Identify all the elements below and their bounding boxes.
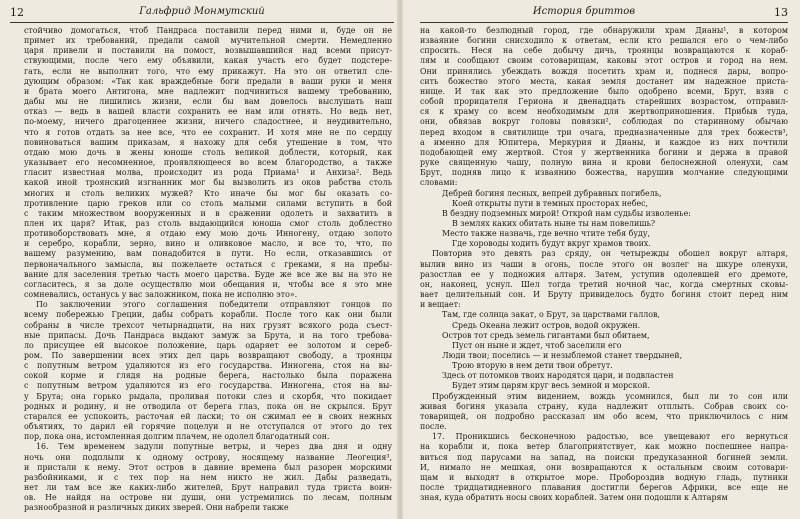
text-line: собой прорицателя Гериона и двенадцать старейших возрастом, отправил- bbox=[420, 97, 788, 107]
text-line: после. bbox=[420, 422, 447, 432]
text-line: вашему разумению, вам понадобится в пути. Но если, отказавшись от bbox=[24, 249, 392, 259]
text-line: родных и родину, и не отводила от берега глаз, пока он не скрылся. Брут bbox=[24, 401, 392, 411]
text-line: вание для заселения третью часть моего царства. Буде же все же вы на это не bbox=[24, 269, 392, 279]
text-line: руке священную чашу, полную вина и крови белоснежной оленухи, сам bbox=[420, 158, 788, 168]
text-line: ные припасы. Дочь Пандраса выдают замуж за Брута, и на того требова- bbox=[24, 330, 392, 340]
right-page-text bbox=[420, 26, 788, 517]
left-page-header bbox=[10, 6, 394, 20]
verse-line: Дебрей богиня лесных, вепрей дубравных погибель, bbox=[442, 188, 662, 198]
text-line: нище. И так как это предложение было одобрено всеми, Брут, взяв с bbox=[420, 86, 788, 96]
text-line: на корабли и, пока ветер благоприятствует, как можно поспешнее напра- bbox=[420, 442, 788, 452]
text-line: сокой корме и глядя на родные берега, настолько была поражена bbox=[24, 371, 392, 381]
verse-line: Средь Океана лежит остров, водой окружен. bbox=[452, 320, 641, 330]
text-line: 17. Проникшись бесконечною радостью, все увещевают его вернуться bbox=[432, 432, 788, 442]
text-line: с попутным ветром удаляются из его государства. Инногена, стоя на вы- bbox=[24, 381, 392, 391]
text-line: нет ли там все же каких-либо жителей, Брут направил туда триста воин- bbox=[24, 483, 392, 493]
verse-line: Пуст он ныне и ждет, чтоб заселили его bbox=[452, 340, 622, 350]
text-line: на какой-то безлюдный город, где обнаружили храм Дианы¹, в котором bbox=[420, 26, 788, 35]
right-page-header bbox=[420, 6, 788, 20]
text-line: объятиях, то дарил ей горячие поцелуи и не отступался от этого до тех bbox=[24, 422, 392, 432]
text-line: повиноваться вашим приказам, я нахожу для себя утешение в том, что bbox=[24, 137, 392, 147]
text-line: и вещает: bbox=[420, 300, 461, 310]
text-line: И, нимало не мешкая, они возвращаются к остальным своим сотовари- bbox=[420, 462, 788, 472]
text-line: отказ — ведь в вашей власти сохранить ее нам или отнять. Но ведь нет, bbox=[24, 107, 392, 117]
left-running-head: Гальфрид Монмутский bbox=[139, 6, 265, 17]
text-line: товарищей, он подробно рассказал им обо всем, что приключилось с ним bbox=[420, 411, 788, 421]
text-line: виться под парусами на запад, на поиски предуказанной богиней земли. bbox=[420, 452, 788, 462]
text-line: противление царю греков или со столь малыми силами вступить в бой bbox=[24, 198, 392, 208]
text-line: 16. Тем временем задули попутные ветры, и через два дня и одну bbox=[36, 442, 392, 452]
verse-line: Будет этим царям круг весь земной и морской. bbox=[452, 381, 651, 391]
text-line: Они принялись убеждать вождя посетить храм и, поднеся дары, вопро- bbox=[420, 66, 788, 76]
text-line: царя привели и поставили на помост, возвышавшийся над всеми присут- bbox=[24, 46, 392, 56]
text-line: с попутным ветром удаляются из его государства. Инногена, стоя на вы- bbox=[24, 361, 392, 371]
text-line: ся к храму со всем необходимым для жертвоприношения. Прибыв туда, bbox=[420, 107, 788, 117]
text-line: дующим образом: «Так как враждебные боги предали в ваши руки и меня bbox=[24, 76, 392, 86]
text-line: гать, если не выполнит того, что ему прикажут. На это он ответил сле- bbox=[24, 66, 392, 76]
left-page-number: 12 bbox=[10, 6, 24, 19]
text-line: перед входом в святилище три очага, предназначенные для трех божеств³, bbox=[420, 127, 788, 137]
text-line: спросить. Неся на себе добычу дичь, троянцы возвращаются к кораб- bbox=[420, 46, 788, 56]
text-line: щам и выходят в открытое море. Пробороздив водную гладь, путники bbox=[420, 472, 788, 482]
text-line: живая богиня указала страну, куда надлежит отплыть. Собрав своих со- bbox=[420, 401, 788, 411]
text-line: Брут, подняв лицо к изваянию божества, нарушив молчание следующими bbox=[420, 168, 788, 178]
text-line: ром. По завершении всех этих дел царь возвращают свободу, а троянцы bbox=[24, 351, 392, 360]
verse-line: Там, где солнца закат, о Брут, за царствами галлов, bbox=[442, 310, 660, 320]
text-line: плен их царя? Итак, раз столь выдающийся юноша смог столь доблестно bbox=[24, 218, 392, 228]
left-page bbox=[0, 0, 398, 519]
verse-line: Остров тот средь земель гигантами был обитаем, bbox=[442, 330, 650, 340]
text-line: всему побережью Греции, дабы собрать корабли. После того как они были bbox=[24, 310, 392, 320]
text-line: вылив вино из чаши в огонь, после этого он возлег на шкуре оленухи, bbox=[420, 259, 788, 269]
verse-line: Где хороводы ходить будут вкруг храмов твоих. bbox=[452, 239, 651, 249]
text-line: у Брута; она горько рыдала, проливая потоки слез и скорбя, что покидает bbox=[24, 391, 392, 401]
text-line: и серебро, корабли, зерно, вино и оливковое масло, и все то, что, по bbox=[24, 239, 392, 249]
right-page-number: 13 bbox=[774, 6, 788, 19]
verse-line: В землях каких обитать ныне ты нам повелишь? bbox=[452, 218, 656, 228]
right-running-head: История бриттов bbox=[532, 6, 636, 17]
text-line: отдаю мою дочь в жены юноше столь великой доблести, который, как bbox=[24, 147, 392, 157]
text-line: он, наконец, уснул. Шел тогда третий ночной час, когда смертных сковы- bbox=[420, 279, 788, 289]
left-page-text bbox=[24, 26, 392, 517]
text-line: после тридцатидневного плавания достигли берегов Африки, все еще не bbox=[420, 483, 788, 493]
verse-line: Коей открыты пути в темных просторах небес, bbox=[452, 198, 649, 208]
verse-line: В бездну подземных мирой! Открой нам судьбы изволенье: bbox=[442, 208, 691, 218]
text-line: они, обвязав вокруг головы повязки², соблюдая по старинному обычаю bbox=[420, 117, 788, 127]
text-line: собраны в числе трехсот четырнадцати, на них грузят всякого рода съест- bbox=[24, 320, 392, 330]
text-line: ночь они подплыли к одному острову, носящему название Леогеция³, bbox=[24, 452, 392, 462]
text-line: пор, пока она, истомленная долгим плачем, не одолел благодатный сон. bbox=[24, 432, 330, 442]
text-line: старался ее успокоить, расточая ей ласки; то он сжимал ее в своих нежных bbox=[24, 411, 392, 421]
text-line: указывает его несомненное, проявляющееся во всем благородство, а также bbox=[24, 158, 392, 168]
text-line: разнообразной и различных диких зверей. Они набрели также bbox=[24, 503, 289, 513]
text-line: согласитесь, я за доле осуществлю мои обещания и, чтобы все я это мне bbox=[24, 279, 392, 289]
text-line: Пробужденный этим видением, вождь усомнился, был ли то сон или bbox=[432, 391, 788, 401]
left-header-rule bbox=[10, 22, 394, 23]
right-page bbox=[402, 0, 800, 519]
right-header-rule bbox=[420, 22, 788, 23]
text-line: по-моему, ничего драгоценнее жизни, ничего сладостнее, и неудивительно, bbox=[24, 117, 392, 127]
text-line: ов. Не найдя на острове ни души, они устремились по лесам, полным bbox=[24, 493, 392, 503]
verse-line: Трою вторую в нем дети твои обретут. bbox=[452, 361, 613, 371]
text-line: дабы мы не лишились жизни, если бы вам довелось выслушать наш bbox=[24, 97, 392, 107]
verse-line: Место также назначь, где вечно чтите тебя буду, bbox=[442, 229, 651, 239]
text-line: примет их требований, предали самой мучительной смерти. Немедленно bbox=[24, 36, 392, 46]
text-line: а именно для Юпитера, Меркурия и Дианы, и каждое из них почтили bbox=[420, 137, 788, 147]
text-line: противоборствовать мне, я отдаю ему мою дочь Инногену, отдаю золото bbox=[24, 229, 392, 239]
text-line: ло присущее ей высокое положение, царь одаряет ее золотом и сереб- bbox=[24, 340, 392, 350]
text-line: вает целительный сон. И Бруту привиделось будто богиня стоит перед ним bbox=[420, 290, 788, 300]
text-line: с таким множеством вооруженных и в сражении одолеть и захватить в bbox=[24, 208, 392, 218]
text-line: лям и сообщают своим сотоварищам, каковы этот остров и город на нем. bbox=[420, 56, 788, 66]
text-line: сомневались, останусь у вас заложником, пока не исполню это». bbox=[24, 290, 298, 300]
text-line: что я готов отдать за нее все, что ее сохранит. И хотя мне не по сердцу bbox=[24, 127, 392, 137]
text-line: По заключении этого соглашения победители отправляют гонцов по bbox=[36, 300, 392, 310]
text-line: зная, куда обратить носы своих кораблей. Затем они подошли к Алтарям bbox=[420, 493, 728, 503]
text-line: первоначального замысла, вы пожелаете остаться с греками, я на пребы- bbox=[24, 259, 392, 269]
text-line: изваяние богини снисходило к ответам, если кто решался его о чем-либо bbox=[420, 36, 788, 46]
verse-line: Люди твои; поселись — и незыблемой станет твердыней, bbox=[442, 351, 683, 360]
text-line: сить божество этого места, какая земля достанет им надежное приста- bbox=[420, 76, 788, 86]
text-line: подобающей ему жертвой. Стоя у жертвенника богини и держа в правой bbox=[420, 147, 788, 157]
text-line: и пристали к нему. Этот остров в давние времена был разорен морскими bbox=[24, 462, 392, 472]
text-line: многих и столь великих мужей? Кто иначе бы мог бы оказать со- bbox=[24, 188, 392, 198]
text-line: гласит известная молва, происходит из рода Приама¹ и Анхиза². Ведь bbox=[24, 168, 392, 178]
text-line: разостлав ее у подножия алтаря. Затем, уступив одолевшей его дремоте, bbox=[420, 269, 788, 279]
verse-line: Здесь от потомков твоих народятся цари, и подвластен bbox=[442, 371, 674, 381]
text-line: какой иной троянский изгнанник мог бы вызволить из оков рабства столь bbox=[24, 178, 392, 188]
text-line: словами: bbox=[420, 178, 458, 188]
text-line: Повторив это девять раз сряду, он четырежды обошел вокруг алтаря, bbox=[432, 249, 788, 259]
text-line: стойчиво домогаться, чтоб Пандраса поставили перед ними и, буде он не bbox=[24, 26, 392, 35]
text-line: разбойниками, и с тех пор на нем никто не жил. Дабы разведать, bbox=[24, 472, 392, 482]
text-line: и брата моего Антигона, мне надлежит подчиниться вашему требованию, bbox=[24, 86, 392, 96]
text-line: ствующими, после чего ему объявили, какая участь его будет подстере- bbox=[24, 56, 392, 66]
